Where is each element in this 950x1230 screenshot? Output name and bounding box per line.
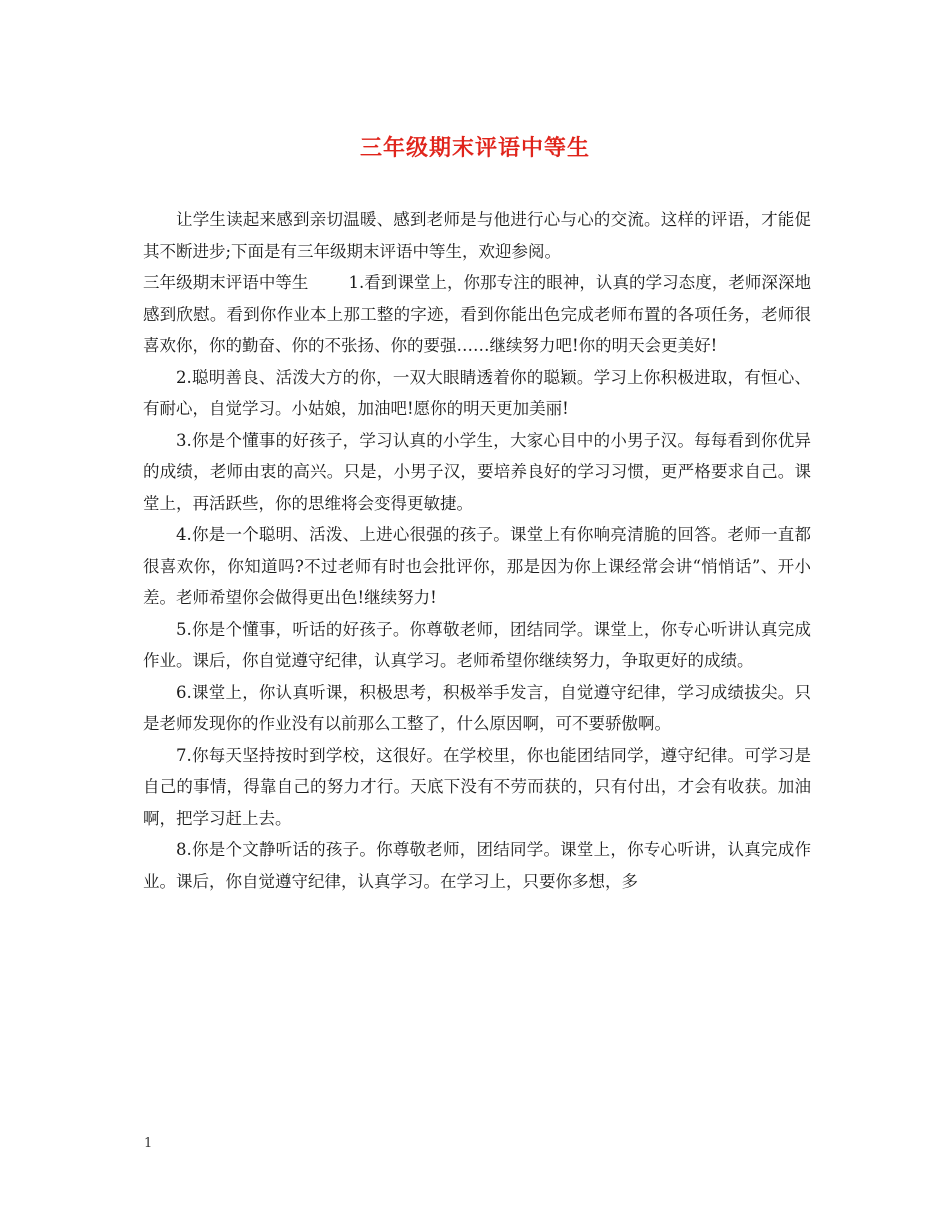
item-paragraph-8: 8.你是个文静听话的孩子。你尊敬老师，团结同学。课堂上，你专心听讲，认真完成作业。课后，你自觉遵守纪律，认真学习。在学习上，只要你多想，多 — [143, 840, 811, 891]
item-paragraph-1 — [143, 267, 811, 362]
item-paragraph-2: 2.聪明善良、活泼大方的你，一双大眼睛透着你的聪颖。学习上你积极进取，有恒心、有耐心，自觉学习。小姑娘，加油吧!愿你的明天更加美丽! — [143, 367, 811, 418]
page-number: 1 — [144, 1136, 153, 1151]
item-paragraph-5: 5.你是个懂事，听话的好孩子。你尊敬老师，团结同学。课堂上，你专心听讲认真完成作业。课后，你自觉遵守纪律，认真学习。老师希望你继续努力，争取更好的成绩。 — [143, 619, 811, 670]
item-paragraph-3: 3.你是个懂事的好孩子，学习认真的小学生，大家心目中的小男子汉。每每看到你优异的成绩，老师由衷的高兴。只是，小男子汉，要培养良好的学习习惯，更严格要求自己。课堂上，再活跃些，你的思维将会变得更敏捷。 — [143, 430, 811, 513]
section-heading: 三年级期末评语中等生 — [143, 273, 309, 292]
item-paragraph-4: 4.你是一个聪明、活泼、上进心很强的孩子。课堂上有你响亮清脆的回答。老师一直都很喜欢你，你知道吗?不过老师有时也会批评你，那是因为你上课经常会讲“悄悄话”、开小差。老师希望你会做得更出色!继续努力! — [143, 525, 811, 607]
document-body — [143, 204, 811, 897]
item-1-text: 1.看到课堂上，你那专注的眼神，认真的学习态度，老师深深地感到欣慰。看到你作业本上那工整的字迹，看到你能出色完成老师布置的各项任务，老师很喜欢你，你的勤奋、你的不张扬、你的要强……继续努力吧!你的明天会更美好! — [143, 273, 812, 355]
item-paragraph-7: 7.你每天坚持按时到学校，这很好。在学校里，你也能团结同学，遵守纪律。可学习是自己的事情，得靠自己的努力才行。天底下没有不劳而获的，只有付出，才会有收获。加油啊，把学习赶上去。 — [143, 745, 811, 828]
document-title: 三年级期末评语中等生 — [359, 135, 590, 161]
item-paragraph-6: 6.课堂上，你认真听课，积极思考，积极举手发言，自觉遵守纪律，学习成绩拔尖。只是老师发现你的作业没有以前那么工整了，什么原因啊，可不要骄傲啊。 — [143, 682, 811, 733]
intro-paragraph: 让学生读起来感到亲切温暖、感到老师是与他进行心与心的交流。这样的评语，才能促其不断进步;下面是有三年级期末评语中等生，欢迎参阅。 — [143, 210, 811, 261]
